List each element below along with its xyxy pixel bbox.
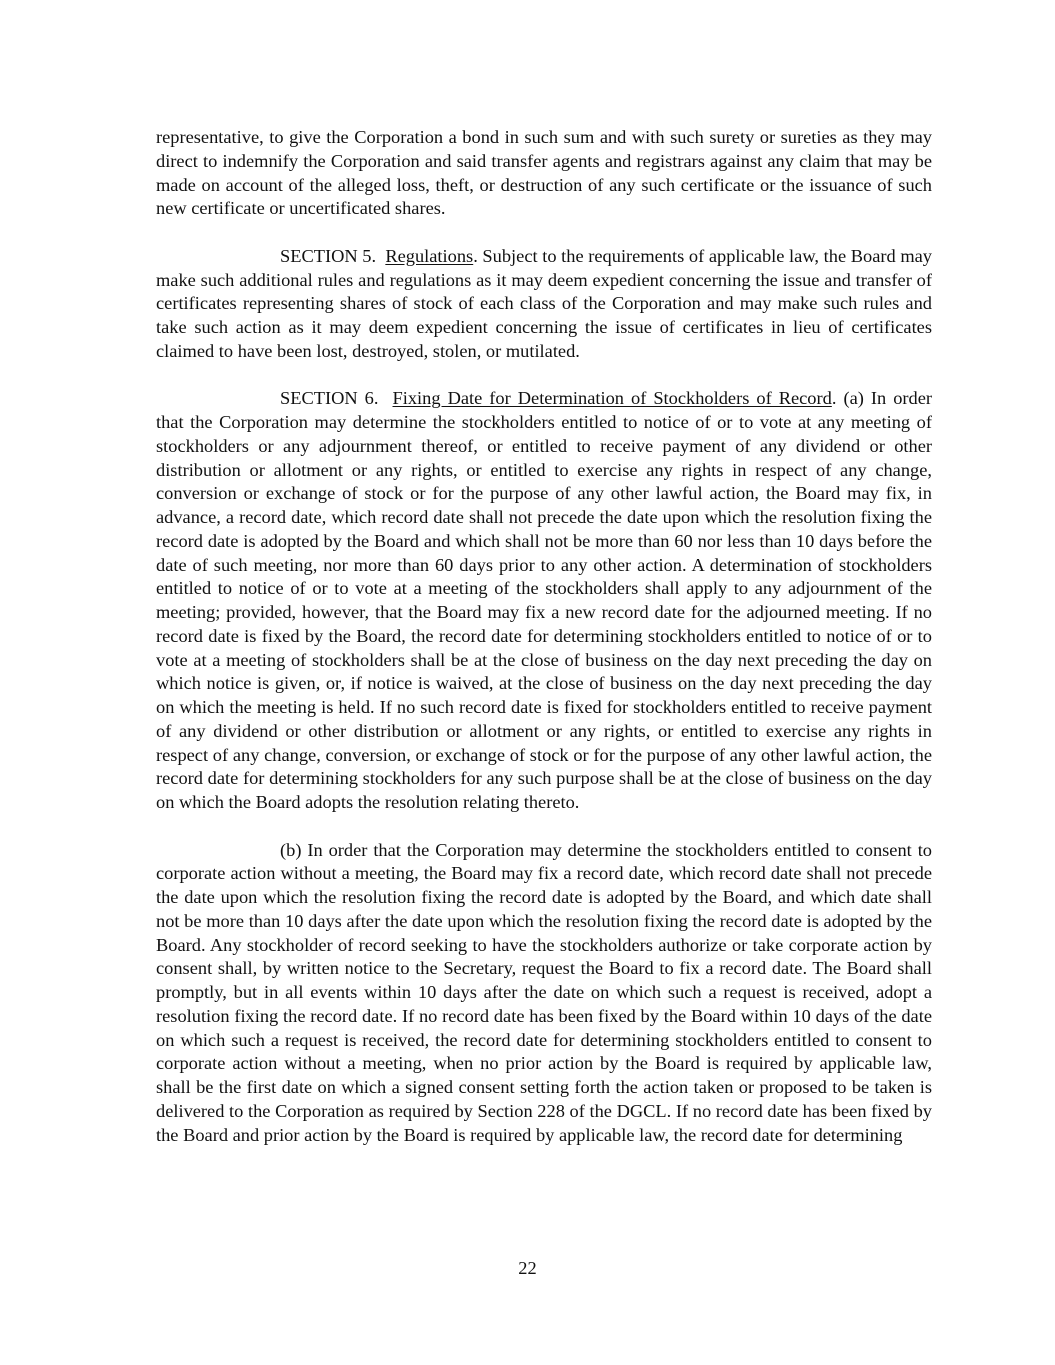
page-body xyxy=(156,126,932,1171)
paragraph-continuation: representative, to give the Corporation a bond in such sum and with such surety or sureties as they may direct to indemnify the Corporation and said transfer agents and registrars against any claim that may be made on account of the alleged loss, theft, or destruction of any such certificate or the issuance of such new certificate or uncertificated shares. xyxy=(156,127,932,219)
page-number: 22 xyxy=(518,1258,537,1278)
section-6-paragraph-a xyxy=(156,387,932,815)
section-6-body-a: . (a) In order that the Corporation may determine the stockholders entitled to notice of or to vote at any meeting of stockholders or any adjournment thereof, or entitled to receive payment of any dividend or other distribution or allotment or any rights, or entitled to exercise any rights in respect of any change, conversion or exchange of stock or for the purpose of any other lawful action, the Board may fix, in advance, a record date, which record date shall not precede the date upon which the resolution fixing the record date is adopted by the Board and which shall not be more than 60 nor less than 10 days before the date of such meeting, nor more than 60 days prior to any other action. A determination of stockholders entitled to notice of or to vote at a meeting of the stockholders shall apply to any adjournment of the meeting; provided, however, that the Board may fix a new record date for the adjourned meeting. If no record date is fixed by the Board, the record date for determining stockholders entitled to notice of or to vote at a meeting of stockholders shall be at the close of business on the day next preceding the day on which notice is given, or, if notice is waived, at the close of business on the day next preceding the day on which the meeting is held. If no such record date is fixed for stockholders entitled to receive payment of any dividend or other distribution or allotment or any rights, or entitled to exercise any rights in respect of any change, conversion, or exchange of stock or for the purpose of any other lawful action, the record date for determining stockholders for any such purpose shall be at the close of business on the day on which the Board adopts the resolution relating thereto. xyxy=(156,388,933,812)
section-6-heading: Fixing Date for Determination of Stockholders of Record xyxy=(392,388,832,409)
section-5-heading: Regulations xyxy=(385,245,474,266)
section-5-paragraph xyxy=(156,245,932,364)
section-5-label: SECTION 5. xyxy=(280,245,377,266)
section-6-label: SECTION 6. xyxy=(280,388,379,409)
section-6-paragraph-b: (b) In order that the Corporation may determine the stockholders entitled to consent to corporate action without a meeting, the Board may fix a record date, which record date shall not precede the date upon which the resolution fixing the record date is adopted by the Board, and which date shall not be more than 10 days after the date upon which the resolution fixing the record date is adopted by the Board. Any stockholder of record seeking to have the stockholders authorize or take corporate action by consent shall, by written notice to the Secretary, request the Board to fix a record date. The Board shall promptly, but in all events within 10 days after the date on which such a request is received, adopt a resolution fixing the record date. If no record date has been fixed by the Board within 10 days of the date on which such a request is received, the record date for determining stockholders entitled to consent to corporate action without a meeting, when no prior action by the Board is required by applicable law, shall be the first date on which a signed consent setting forth the action taken or proposed to be taken is delivered to the Corporation as required by Section 228 of the DGCL. If no record date has been fixed by the Board and prior action by the Board is required by applicable law, the record date for determining xyxy=(156,839,932,1145)
section-5-body: . Subject to the requirements of applicable law, the Board may make such additional rules and regulations as it may deem expedient concerning the issue and transfer of certificates representing shares of stock of each class of the Corporation and may make such rules and take such action as it may deem expedient concerning the issue of certificates in lieu of certificates claimed to have been lost, destroyed, stolen, or mutilated. xyxy=(156,245,932,361)
